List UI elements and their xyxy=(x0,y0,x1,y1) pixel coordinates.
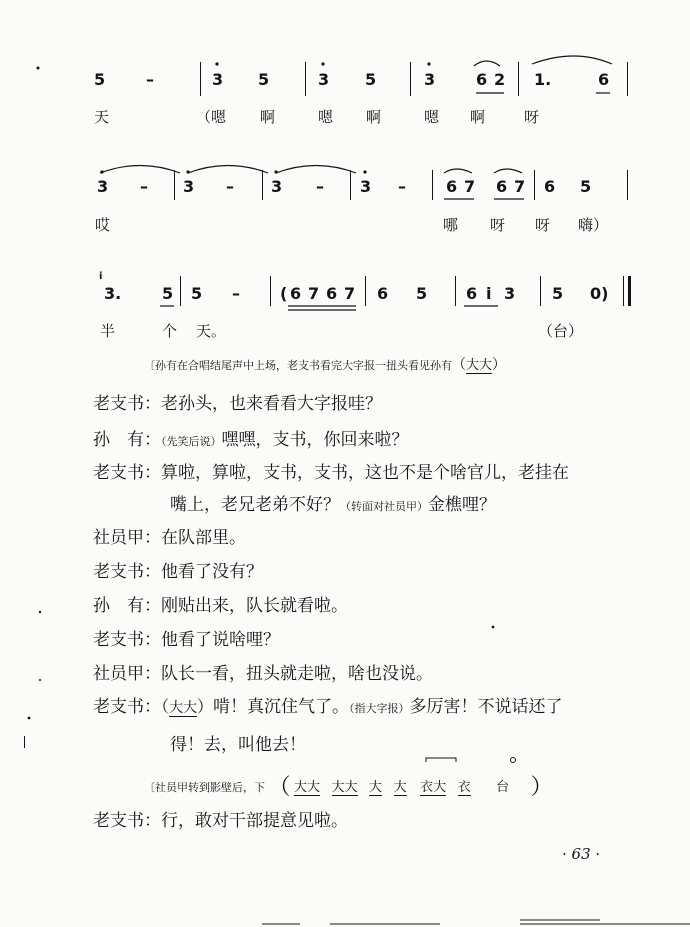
note: 7 xyxy=(464,177,476,196)
note: 5 xyxy=(365,70,377,89)
line-text: 他看了说啥哩？ xyxy=(161,630,280,650)
percussion-beat: 衣大 xyxy=(420,780,447,795)
speaker: 孙 有： xyxy=(93,596,161,616)
note: 3 xyxy=(212,70,224,89)
lyric: 呀 xyxy=(524,108,540,126)
line-text: 刚贴出来，队长就看啦。 xyxy=(161,596,348,616)
note: 6 xyxy=(377,284,389,303)
note: ( xyxy=(280,284,288,303)
lyric: 啊 xyxy=(260,108,276,126)
note: 3 xyxy=(97,177,109,196)
percussion-beat: 衣 xyxy=(457,780,471,795)
stage-text: 〔社员甲转到影壁后，下 xyxy=(144,781,265,794)
lyric: 呀 xyxy=(490,216,506,234)
line-text: 在队部里。 xyxy=(161,528,246,548)
note: 3 xyxy=(271,177,283,196)
lyric: （台） xyxy=(538,322,584,340)
line-text: 他看了没有？ xyxy=(161,562,263,582)
note: 6 xyxy=(544,177,556,196)
speaker: 老支书： xyxy=(93,463,161,483)
speaker: 老支书： xyxy=(93,630,161,650)
stage-note: （先笑后说） xyxy=(161,435,222,448)
note: – xyxy=(146,70,154,89)
stage-note: （指大字报） xyxy=(349,702,410,715)
percussion-beat: 大大 xyxy=(169,700,198,716)
note: 5 xyxy=(94,70,106,89)
percussion-beat: 大 xyxy=(393,780,407,795)
line-text: 嘿嘿，支书，你回来啦？ xyxy=(221,430,409,450)
lyric: 个 xyxy=(162,322,178,340)
note: 5 xyxy=(191,284,203,303)
line-text: 行，敢对干部提意见啦。 xyxy=(161,811,348,831)
percussion-beat: 台 xyxy=(496,780,510,795)
lyric: 哪 xyxy=(443,216,459,234)
note: 6 xyxy=(290,284,302,303)
stage-note: （转面对社员甲） xyxy=(340,500,428,513)
stage-text: 〔孙有在合唱结尾声中上场，老支书看完大字报一扭头看见孙有 xyxy=(144,359,452,372)
note: 6 xyxy=(466,284,478,303)
dialogue-line: 老支书：（大大）啃！真沉住气了。（指大字报）多厉害！不说话还了 xyxy=(93,697,563,717)
line-text: 嘴上，老兄老弟不好？ xyxy=(170,495,340,515)
note: – xyxy=(140,177,148,196)
note: – xyxy=(316,177,324,196)
note: 0) xyxy=(590,284,609,303)
speaker: 孙 有： xyxy=(93,430,161,450)
stage-direction-2: 〔社员甲转到影壁后，下 （ 大大 大大 大 大 衣大 衣 台 ） xyxy=(144,775,553,800)
note: 3. xyxy=(104,284,122,303)
note: 7 xyxy=(308,284,320,303)
stage-close: ） xyxy=(530,775,553,800)
note: 3 xyxy=(318,70,330,89)
stage-close: ） xyxy=(492,357,507,373)
lyric: 嗯 xyxy=(424,108,440,126)
note: 6 xyxy=(446,177,458,196)
note: 5 xyxy=(580,177,592,196)
lyric: 啊 xyxy=(470,108,486,126)
line-text: 队长一看，扭头就走啦，啥也没说。 xyxy=(161,664,433,684)
speaker: 社员甲： xyxy=(93,528,161,548)
note: 3 xyxy=(504,284,516,303)
speaker: 老支书： xyxy=(93,697,161,717)
page-number: · 63 · xyxy=(562,845,601,863)
note: 7 xyxy=(514,177,526,196)
lyric: 哎 xyxy=(95,216,111,234)
lyric: （嗯 xyxy=(196,108,227,126)
line-text: 啃！真沉住气了。 xyxy=(213,697,350,717)
percussion-beat: 大大 xyxy=(331,780,358,795)
note: 5 xyxy=(552,284,564,303)
stage-direction-1: 〔孙有在合唱结尾声中上场，老支书看完大字报一扭头看见孙有（大大） xyxy=(144,357,507,373)
note: 3 xyxy=(183,177,195,196)
note: – xyxy=(226,177,234,196)
grace-note: i xyxy=(99,271,103,282)
note: 3 xyxy=(360,177,372,196)
speaker: 老支书： xyxy=(93,811,161,831)
lyric: 呀 xyxy=(535,216,551,234)
speaker: 老支书： xyxy=(93,562,161,582)
line-text: 得！去，叫他去！ xyxy=(170,735,306,755)
percussion-beat: 大大 xyxy=(466,358,493,373)
note: 7 xyxy=(344,284,356,303)
percussion-beat: 大大 xyxy=(294,780,321,795)
line-text: 多厉害！不说话还了 xyxy=(409,697,563,717)
note: i xyxy=(486,284,492,303)
lyric: 嗨） xyxy=(578,216,609,234)
line-text: 算啦，算啦，支书，支书，这也不是个啥官儿，老挂在 xyxy=(161,463,569,483)
note: 6 xyxy=(476,70,488,89)
speaker: 社员甲： xyxy=(93,664,161,684)
lyric: 啊 xyxy=(366,108,382,126)
line-text: 金樵哩？ xyxy=(428,495,496,515)
note: 5 xyxy=(258,70,270,89)
note: 3 xyxy=(424,70,436,89)
speaker: 老支书： xyxy=(93,394,161,414)
lyric: 天。 xyxy=(196,322,227,340)
note: 6 xyxy=(598,70,610,89)
line-text: 老孙头，也来看看大字报哇？ xyxy=(161,394,382,414)
note: 2 xyxy=(494,70,506,89)
note: – xyxy=(398,177,406,196)
note: 1. xyxy=(534,70,552,89)
note: 6 xyxy=(326,284,338,303)
lyric: 嗯 xyxy=(318,108,334,126)
lyric: 半 xyxy=(100,322,116,340)
note: – xyxy=(232,284,240,303)
note: 6 xyxy=(496,177,508,196)
percussion-beat: 大 xyxy=(369,780,383,795)
lyric: 天 xyxy=(94,108,110,126)
note: 5 xyxy=(416,284,428,303)
note: 5 xyxy=(162,284,174,303)
